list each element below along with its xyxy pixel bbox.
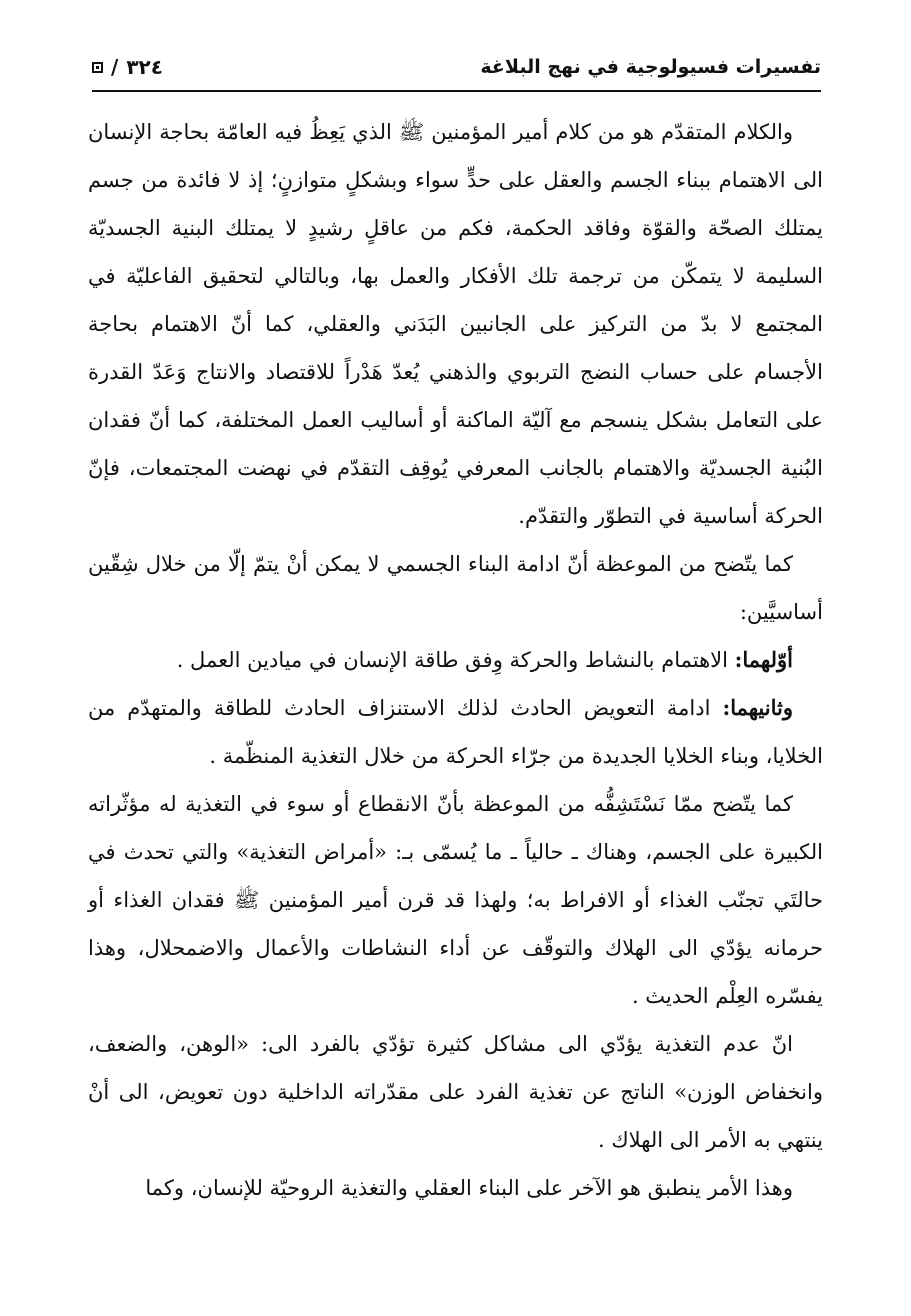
paragraph-7: [88, 1164, 823, 1212]
paragraph-7-text: وهذا الأمر ينطبق هو الآخر على البناء العقلي والتغذية الروحيّة للإنسان، وكما: [145, 1176, 793, 1200]
body-text: [88, 108, 823, 1212]
paragraph-2: [88, 540, 823, 636]
paragraph-4-lead: وثانيهما:: [722, 695, 793, 720]
paragraph-5-text: كما يتّضح ممّا نَسْتَشِفُّه من الموعظة بأنّ الانقطاع أو سوء في التغذية له مؤثّراته الكبيرة على الجسم، وهناك ـ حالياً ـ ما يُسمّى بـ: «أمراض التغذية» والتي تحدث في حالتَي تجنّب الغذاء أو الافراط به؛ ولهذا قد قرن أمير المؤمنين ﷺ فقدان الغذاء أو حرمانه يؤدّي الى الهلاك والتوقّف عن أداء النشاطات والأعمال والاضمحلال، وهذا يفسّره العِلْم الحديث .: [88, 792, 823, 1008]
paragraph-3-text: الاهتمام بالنشاط والحركة وِفق طاقة الإنسان في ميادين العمل .: [176, 648, 735, 672]
square-ornament-icon: [92, 62, 103, 73]
page-header: [92, 44, 821, 92]
paragraph-1: [88, 108, 823, 540]
paragraph-5: [88, 780, 823, 1020]
paragraph-1-text: والكلام المتقدّم هو من كلام أمير المؤمنين ﷺ الذي يَعِظُ فيه العامّة بحاجة الإنسان الى الاهتمام ببناء الجسم والعقل على حدٍّ سواء وبشكلٍ متوازنٍ؛ إذ لا فائدة من جسم يمتلك الصحّة والقوّة وفاقد الحكمة، فكم من عاقلٍ رشيدٍ لا يمتلك البنية الجسديّة السليمة لا يتمكّن من ترجمة تلك الأفكار والعمل بها، وبالتالي لتحقيق الفاعليّة في المجتمع لا بدّ من التركيز على الجانبين البَدَني والعقلي، كما أنّ الاهتمام بحاجة الأجسام على حساب النضج التربوي والذهني يُعدّ هَدْراً للاقتصاد والانتاج وَعَدّ القدرة على التعامل بشكل ينسجم مع آليّة الماكنة أو أساليب العمل المختلفة، كما أنّ فقدان البُنية الجسديّة والاهتمام بالجانب المعرفي يُوقِف التقدّم في نهضت المجتمعات، فإنّ الحركة أساسية في التطوّر والتقدّم.: [88, 120, 823, 528]
paragraph-6: [88, 1020, 823, 1164]
paragraph-4-text: ادامة التعويض الحادث لذلك الاستنزاف الحادث للطاقة والمتهدّم من الخلايا، وبناء الخلايا الجديدة من جرّاء الحركة من خلال التغذية المنظّمة .: [88, 696, 823, 768]
running-title: تفسيرات فسيولوجية في نهج البلاغة: [480, 56, 821, 78]
page-number-separator: /: [111, 55, 119, 79]
paragraph-3: [88, 636, 823, 684]
page-number-group: [92, 55, 163, 79]
paragraph-2-text: كما يتّضح من الموعظة أنّ ادامة البناء الجسمي لا يمكن أنْ يتمّ إلّا من خلال شِقّين أساسيَّين:: [88, 552, 823, 624]
paragraph-6-text: انّ عدم التغذية يؤدّي الى مشاكل كثيرة تؤدّي بالفرد الى: «الوهن، والضعف، وانخفاض الوزن» الناتج عن تغذية الفرد على مقدّراته الداخلية دون تعويض، الى أنْ ينتهي به الأمر الى الهلاك .: [88, 1032, 823, 1152]
paragraph-3-lead: أوّلهما:: [734, 647, 793, 672]
page-number: ٣٢٤: [126, 55, 163, 79]
paragraph-4: [88, 684, 823, 780]
